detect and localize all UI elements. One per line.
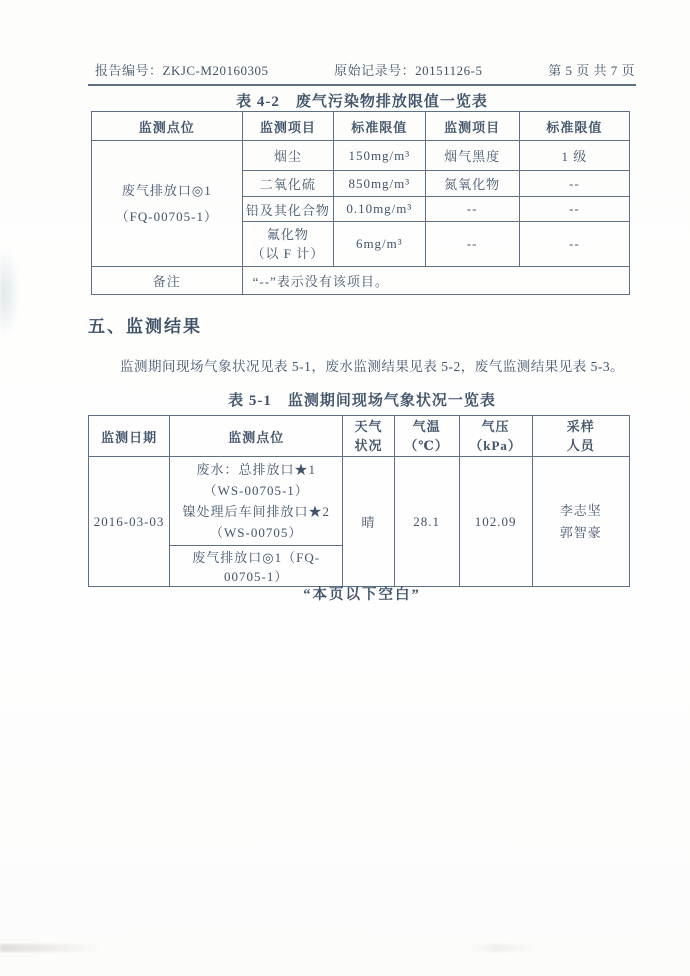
item-line1: 氟化物 xyxy=(266,227,309,242)
item-cell: 烟尘 xyxy=(242,141,333,171)
header-divider xyxy=(88,84,636,86)
sampler-cell xyxy=(532,457,629,587)
col-header-limit: 标准限值 xyxy=(334,112,425,141)
table-4-2-emission-limits xyxy=(91,111,630,295)
monitor-date-cell: 2016-03-03 xyxy=(89,457,170,587)
col-header-limit-2: 标准限值 xyxy=(519,112,629,141)
item-cell: 二氧化硫 xyxy=(242,171,333,197)
table-header-row xyxy=(89,416,630,457)
item2-cell: -- xyxy=(425,197,519,222)
table-4-2-title: 表 4-2 废气污染物排放限值一览表 xyxy=(236,94,488,110)
record-number: 原始记录号：20151126-5 xyxy=(334,63,483,78)
results-intro-paragraph: 监测期间现场气象状况见表 5-1，废水监测结果见表 5-2，废气监测结果见表 5-3。 xyxy=(120,359,625,374)
section-heading-results: 五、监测结果 xyxy=(88,317,202,336)
col-header-item: 监测项目 xyxy=(242,112,333,141)
header-line: 气压 xyxy=(481,419,510,434)
col-header-monitor-point: 监测点位 xyxy=(92,112,243,141)
col-header-item-2: 监测项目 xyxy=(425,112,519,141)
blank-below-note: “本页以下空白” xyxy=(303,587,421,603)
item2-cell: 氮氧化物 xyxy=(425,171,519,197)
header-line: 人员 xyxy=(566,438,595,453)
monitor-point-cell xyxy=(92,141,243,267)
scan-edge-artifact xyxy=(0,944,690,952)
col-header-point: 监测点位 xyxy=(170,416,343,457)
col-header-pressure xyxy=(459,416,532,457)
limit2-cell: -- xyxy=(519,171,629,197)
table-5-1-title: 表 5-1 监测期间现场气象状况一览表 xyxy=(228,393,496,409)
temperature-cell: 28.1 xyxy=(394,457,459,587)
remark-row xyxy=(92,267,630,295)
point-line: 废水：总排放口★1 xyxy=(196,462,316,477)
item2-cell: -- xyxy=(425,222,519,267)
header-line: 天气 xyxy=(354,419,383,434)
limit2-cell: 1 级 xyxy=(519,141,629,171)
monitor-point-exhaust-cell: 废气排放口◎1（FQ-00705-1） xyxy=(170,546,343,587)
col-header-date: 监测日期 xyxy=(89,416,170,457)
limit-cell: 0.10mg/m³ xyxy=(334,197,425,222)
header-line: （kPa） xyxy=(469,438,522,453)
item2-cell: 烟气黑度 xyxy=(425,141,519,171)
remark-label: 备注 xyxy=(92,267,243,295)
page-header xyxy=(95,60,635,79)
table-row xyxy=(92,141,630,171)
monitor-point-wastewater-cell xyxy=(170,457,343,546)
limit2-cell: -- xyxy=(519,197,629,222)
limit-cell: 6mg/m³ xyxy=(334,222,425,267)
item-cell xyxy=(242,222,333,267)
weather-cell: 晴 xyxy=(343,457,394,587)
limit-cell: 150mg/m³ xyxy=(334,141,425,171)
scan-smudge xyxy=(0,248,20,338)
col-header-weather xyxy=(343,416,394,457)
header-line: （℃） xyxy=(404,438,449,453)
page-number: 第 5 页 共 7 页 xyxy=(548,63,635,78)
pressure-cell: 102.09 xyxy=(459,457,532,587)
header-line: 气温 xyxy=(412,419,441,434)
table-5-1-weather-conditions xyxy=(88,415,630,587)
limit-cell: 850mg/m³ xyxy=(334,171,425,197)
sampler-name: 郭智豪 xyxy=(559,524,602,540)
remark-text: “--”表示没有该项目。 xyxy=(242,267,629,295)
table-row xyxy=(89,457,630,546)
monitor-point-line2: （FQ-00705-1） xyxy=(115,208,218,224)
item-cell: 铅及其化合物 xyxy=(242,197,333,222)
col-header-sampler xyxy=(532,416,629,457)
table-header-row xyxy=(92,112,630,141)
limit2-cell: -- xyxy=(519,222,629,267)
col-header-temperature xyxy=(394,416,459,457)
point-line: （WS-00705） xyxy=(210,525,303,540)
point-line: 镍处理后车间排放口★2 xyxy=(182,504,330,519)
item-line2: （以 F 计） xyxy=(251,246,325,261)
report-number: 报告编号：ZKJC-M20160305 xyxy=(95,63,269,78)
sampler-name: 李志坚 xyxy=(559,502,602,518)
header-line: 采样 xyxy=(566,419,595,434)
point-line: （WS-00705-1） xyxy=(203,483,309,498)
monitor-point-line1: 废气排放口◎1 xyxy=(121,182,212,198)
header-line: 状况 xyxy=(354,438,383,453)
